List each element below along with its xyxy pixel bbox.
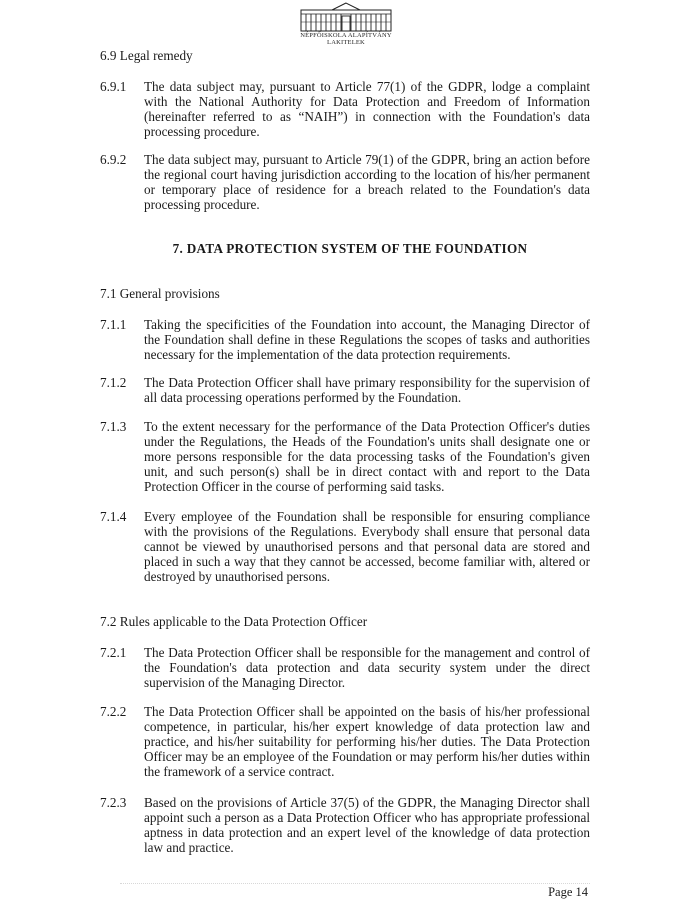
paragraph-number: 7.1.3 xyxy=(100,419,127,434)
paragraph-text: The Data Protection Officer shall be responsible for the management and control of the Foundation's data protection and data security system under the direct supervision of the Managing Director. xyxy=(144,645,590,690)
paragraph-number: 7.2.1 xyxy=(100,645,127,660)
paragraph-text: Every employee of the Foundation shall be responsible for ensuring compliance with the provisions of the Regulations. Everybody shall ensure that personal data cannot be viewed by unauthorised persons and that personal data are stored and placed in such a way that they cannot be accessed, become familiar with, altered or destroyed by unauthorised persons. xyxy=(144,509,590,584)
header-logo xyxy=(296,2,396,46)
chapter-title-7: 7. DATA PROTECTION SYSTEM OF THE FOUNDATION xyxy=(172,241,528,256)
paragraph-text: The data subject may, pursuant to Article 79(1) of the GDPR, bring an action before the regional court having jurisdiction according to the location of his/her permanent or temporary place of residence for a breach related to the Foundation's data processing procedure. xyxy=(144,152,590,212)
section-title-6-9: 6.9 Legal remedy xyxy=(100,48,193,63)
paragraph-number: 6.9.1 xyxy=(100,79,127,94)
section-title-7-2: 7.2 Rules applicable to the Data Protection Officer xyxy=(100,614,368,629)
paragraph-number: 7.1.2 xyxy=(100,375,127,390)
building-logo-icon xyxy=(298,2,394,32)
paragraph-text: The data subject may, pursuant to Article 77(1) of the GDPR, lodge a complaint with the National Authority for Data Protection and Freedom of Information (hereinafter referred to as “NAIH”) in connection with the Foundation's data processing procedure. xyxy=(144,79,590,139)
paragraph-text: The Data Protection Officer shall have primary responsibility for the supervision of all data processing operations performed by the Foundation. xyxy=(144,375,590,405)
paragraph-text: The Data Protection Officer shall be appointed on the basis of his/her professional competence, in particular, his/her expert knowledge of data protection law and practice, and his/her suitability for performing his/her duties. The Data Protection Officer may be an employee of the Foundation or may perform his/her duties within the framework of a service contract. xyxy=(144,704,590,779)
paragraph-text: Based on the provisions of Article 37(5) of the GDPR, the Managing Director shall appoint such a person as a Data Protection Officer who has appropriate professional aptness in data protection and an expert level of the knowledge of data protection law and practice. xyxy=(144,795,590,855)
org-name-line: NÉPFŐISKOLA ALAPÍTVÁNY xyxy=(300,32,392,39)
paragraph-number: 7.2.3 xyxy=(100,795,127,810)
paragraph-number: 7.1.1 xyxy=(100,317,127,332)
org-location-line: LAKITELEK xyxy=(327,39,365,46)
section-title-7-1: 7.1 General provisions xyxy=(100,286,220,301)
paragraph-text: To the extent necessary for the performance of the Data Protection Officer's duties under the Regulations, the Heads of the Foundation's units shall designate one or more persons responsible for the data processing tasks of the Foundation's given unit, and such person(s) shall be in direct contact with and report to the Data Protection Officer in the course of performing said tasks. xyxy=(144,419,590,494)
page-number: Page 14 xyxy=(548,885,588,899)
paragraph-number: 7.2.2 xyxy=(100,704,127,719)
footer-divider xyxy=(120,883,590,885)
paragraph-text: Taking the specificities of the Foundation into account, the Managing Director of the Foundation shall define in these Regulations the scopes of tasks and authorities necessary for the implementation of the data protection requirements. xyxy=(144,317,590,362)
paragraph-number: 6.9.2 xyxy=(100,152,127,167)
paragraph-number: 7.1.4 xyxy=(100,509,127,524)
